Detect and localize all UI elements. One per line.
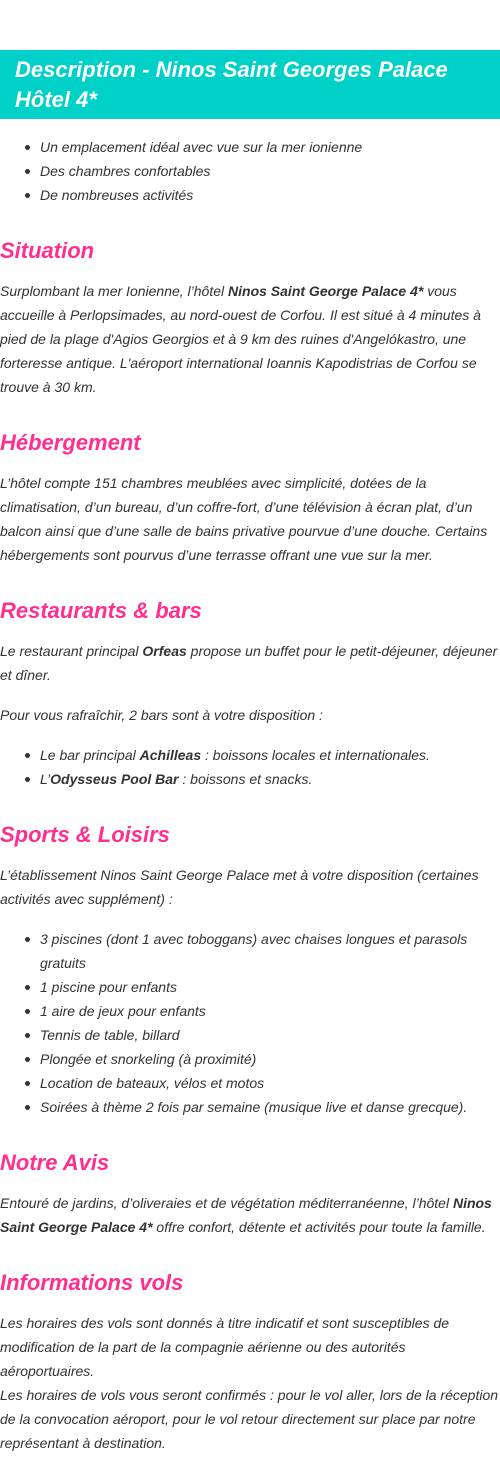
section-heading-restaurants: Restaurants & bars bbox=[0, 598, 202, 623]
bar-text: Le bar principal bbox=[40, 747, 140, 763]
list-item bbox=[0, 1095, 500, 1119]
bar-name: Odysseus Pool Bar bbox=[50, 771, 179, 787]
list-item-text: Tennis de table, billard bbox=[40, 1027, 180, 1043]
list-item bbox=[0, 159, 500, 183]
situation-paragraph bbox=[0, 279, 500, 399]
section-heading-avis: Notre Avis bbox=[0, 1150, 110, 1175]
list-item bbox=[0, 1023, 500, 1047]
hotel-name: Ninos Saint George Palace 4* bbox=[0, 1195, 492, 1235]
bullet-icon bbox=[25, 1057, 30, 1062]
restaurants-paragraph-2: Pour vous rafraîchir, 2 bars sont à votre disposition : bbox=[0, 707, 323, 723]
bullet-icon bbox=[25, 937, 30, 942]
avis-text-2: offre confort, détente et activités pour toute la famille. bbox=[152, 1219, 486, 1235]
section-heading-vols: Informations vols bbox=[0, 1270, 184, 1295]
list-item bbox=[0, 1071, 500, 1095]
bullet-icon bbox=[25, 193, 30, 198]
list-item-text: Plongée et snorkeling (à proximité) bbox=[40, 1051, 257, 1067]
sports-intro: L’établissement Ninos Saint George Palace met à votre disposition (certaines activités avec supplément) : bbox=[0, 867, 479, 907]
page-title-line1: Description - Ninos Saint Georges Palace bbox=[15, 57, 448, 82]
hotel-name: Ninos Saint George Palace 4* bbox=[228, 283, 424, 299]
bullet-icon bbox=[25, 169, 30, 174]
restaurants-paragraph-1 bbox=[0, 639, 500, 687]
restaurants-text-1: Le restaurant principal bbox=[0, 643, 143, 659]
situation-text-2: vous accueille à Perlopsimades, au nord-ouest de Corfou. Il est situé à 4 minutes à pied de la plage d'Agios Georgios et à 9 km des ruines d'Angelókastro, une forteresse antique. L'aéroport international Ioannis Kapodistrias de Corfou se trouve à 30 km. bbox=[0, 283, 481, 395]
list-item bbox=[0, 183, 500, 207]
highlights-list bbox=[0, 135, 500, 207]
list-item-text: Des chambres confortables bbox=[40, 163, 211, 179]
list-item bbox=[0, 999, 500, 1023]
hebergement-paragraph: L’hôtel compte 151 chambres meublées avec simplicité, dotées de la climatisation, d’un bureau, d’un coffre-fort, d’une télévision à écran plat, d’un balcon ainsi que d’une salle de bains privative pourvue d’une douche. Certains hébergements sont pourvus d’une terrasse offrant une vue sur la mer. bbox=[0, 475, 488, 563]
title-banner bbox=[0, 50, 500, 119]
restaurant-name: Orfeas bbox=[142, 643, 187, 659]
list-item bbox=[0, 743, 500, 767]
bullet-icon bbox=[25, 1105, 30, 1110]
list-item bbox=[0, 927, 500, 975]
bars-list bbox=[0, 743, 500, 791]
bullet-icon bbox=[25, 1009, 30, 1014]
avis-text-1: Entouré de jardins, d’oliveraies et de végétation méditerranéenne, l’hôtel bbox=[0, 1195, 453, 1211]
section-heading-situation: Situation bbox=[0, 238, 95, 263]
bullet-icon bbox=[25, 1033, 30, 1038]
activities-list bbox=[0, 927, 500, 1119]
bullet-icon bbox=[25, 753, 30, 758]
avis-paragraph bbox=[0, 1191, 500, 1239]
bar-text: : boissons locales et internationales. bbox=[201, 747, 430, 763]
bullet-icon bbox=[25, 145, 30, 150]
list-item bbox=[0, 975, 500, 999]
bullet-icon bbox=[25, 985, 30, 990]
section-heading-sports: Sports & Loisirs bbox=[0, 822, 170, 847]
list-item-text: 3 piscines (dont 1 avec toboggans) avec chaises longues et parasols gratuits bbox=[40, 931, 468, 971]
list-item bbox=[0, 135, 500, 159]
bar-name: Achilleas bbox=[139, 747, 202, 763]
list-item-text: Location de bateaux, vélos et motos bbox=[40, 1075, 265, 1091]
bullet-icon bbox=[25, 1081, 30, 1086]
situation-text-1: Surplombant la mer Ionienne, l’hôtel bbox=[0, 283, 229, 299]
page-title bbox=[15, 55, 490, 115]
list-item-text: Soirées à thème 2 fois par semaine (musique live et danse grecque). bbox=[40, 1099, 468, 1115]
list-item-text: 1 piscine pour enfants bbox=[40, 979, 177, 995]
list-item-text: 1 aire de jeux pour enfants bbox=[40, 1003, 206, 1019]
list-item bbox=[0, 767, 500, 791]
list-item-text: Un emplacement idéal avec vue sur la mer ionienne bbox=[40, 139, 363, 155]
bullet-icon bbox=[25, 777, 30, 782]
page-title-line2: Hôtel 4* bbox=[15, 87, 97, 112]
vols-text-1: Les horaires des vols sont donnés à titre indicatif et sont susceptibles de modification de la part de la compagnie aérienne ou des autorités aéroportuaires. bbox=[0, 1315, 450, 1379]
list-item bbox=[0, 1047, 500, 1071]
restaurants-text-2: propose un buffet pour le petit-déjeuner, déjeuner et dîner. bbox=[0, 643, 498, 683]
section-heading-hebergement: Hébergement bbox=[0, 430, 141, 455]
vols-text-2: Les horaires de vols vous seront confirmés : pour le vol aller, lors de la réception de la convocation aéroport, pour le vol retour directement sur place par notre représentant à destination. bbox=[0, 1387, 499, 1451]
vols-paragraph bbox=[0, 1311, 500, 1455]
bar-text: : boissons et snacks. bbox=[178, 771, 313, 787]
list-item-text: De nombreuses activités bbox=[40, 187, 194, 203]
bar-text: L’ bbox=[40, 771, 51, 787]
